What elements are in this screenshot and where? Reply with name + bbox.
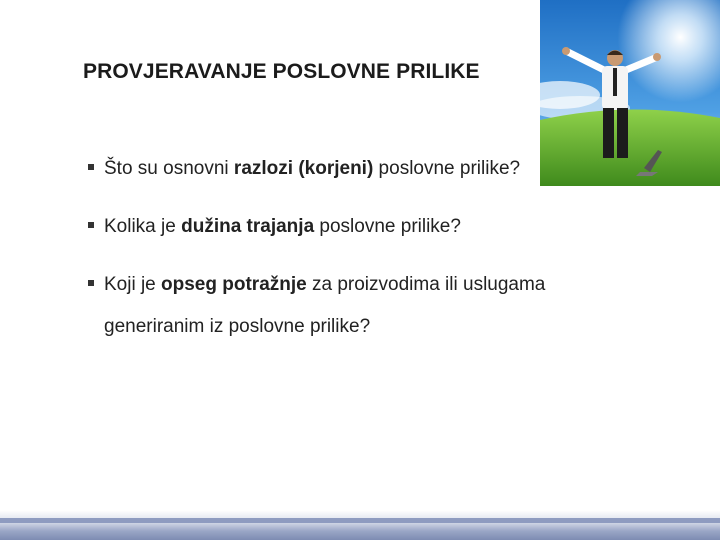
footer-stripe <box>0 518 720 523</box>
bullet-item <box>88 158 520 180</box>
bullet-item <box>88 216 461 238</box>
bullet-bold-text: razlozi (korjeni) <box>233 158 374 179</box>
bullet-text: Što su osnovni <box>104 158 234 179</box>
bullet-text: Koji je <box>104 274 162 295</box>
bullet-text: za proizvodima ili uslugama <box>306 274 546 295</box>
bullet-bold-text: opseg potražnje <box>161 274 307 295</box>
bullet-text: Kolika je <box>104 216 182 237</box>
bullet-text: poslovne prilike? <box>373 158 521 179</box>
bullet-text: poslovne prilike? <box>314 216 461 237</box>
bullet-item <box>88 274 545 296</box>
bullet-bold-text: dužina trajanja <box>181 216 315 237</box>
bullet-marker <box>88 280 94 286</box>
man-in-field-photo <box>540 0 720 186</box>
bullet-marker <box>88 164 94 170</box>
slide-title: PROVJERAVANJE POSLOVNE PRILIKE <box>83 60 480 83</box>
bullet-continuation: generiranim iz poslovne prilike? <box>104 316 371 337</box>
bullet-marker <box>88 222 94 228</box>
footer-bar <box>0 510 720 540</box>
